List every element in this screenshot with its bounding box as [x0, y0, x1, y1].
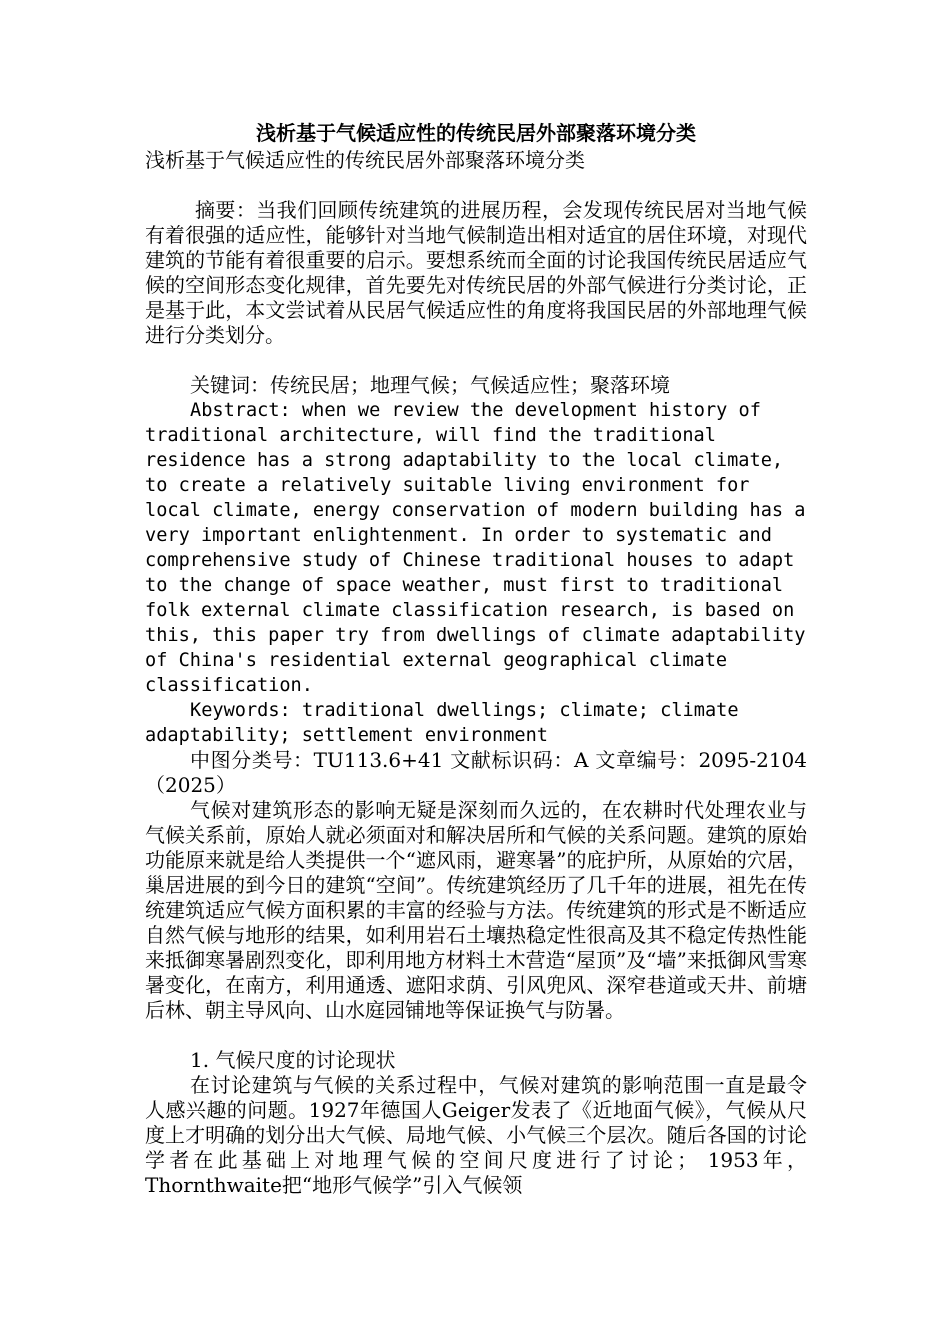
section-heading: 1. 气候尺度的讨论现状: [190, 1048, 396, 1072]
intro-paragraph: 气候对建筑形态的影响无疑是深刻而久远的，在农耕时代处理农业与气候关系前，原始人就必须面对和解决居所和气候的关系问题。建筑的原始功能原来就是给人类提供一个“遮风雨，避寒暑”的庇护所，从原始的穴居，巢居进展的到今日的建筑“空间”。传统建筑经历了几千年的进展，祖先在传统建筑适应气候方面积累的丰富的经验与方法。传统建筑的形式是不断适应自然气候与地形的结果，如利用岩石土壤热稳定性很高及其不稳定传热性能来抵御寒暑剧烈变化，即利用地方材料土木营造“屋顶”及“墙”来抵御风雪寒暑变化，在南方，利用通透、遮阳求荫、引风兜风、深窄巷道或天井、前塘后林、朝主导风向、山水庭园铺地等保证换气与防暑。: [145, 798, 807, 1022]
keywords-english: Keywords: traditional dwellings; climate; climate adaptability; settlement environment: [145, 700, 739, 746]
spacer: [145, 1023, 807, 1048]
spacer: [145, 348, 807, 373]
section-paragraph: 在讨论建筑与气候的关系过程中，气候对建筑的影响范围一直是最令人感兴趣的问题。1927年德国人Geiger发表了《近地面气候》，气候从尺度上才明确的划分出大气候、局地气候、小气候三个层次。随后各国的讨论学者在此基础上对地理气候的空间尺度进行了讨论； 1953年，Thornthwaite把“地形气候学”引入气候领: [145, 1073, 807, 1197]
classification-info: 中图分类号：TU113.6+41 文献标识码：A 文章编号：2095-2104（2025）: [145, 748, 807, 797]
document-page: [145, 118, 807, 1198]
document-subtitle: 浅析基于气候适应性的传统民居外部聚落环境分类: [145, 148, 585, 172]
abstract-english: Abstract: when we review the development history of traditional architecture, will find the traditional residence has a strong adaptability to the local climate, to create a relatively suitable living environment for local climate, energy conservation of modern building has a very important enlightenment. In order to systematic and comprehensive study of Chinese traditional houses to adapt to the change of space weather, must first to traditional folk external climate classification research, is based on this, this paper try from dwellings of climate adaptability of China's residential external geographical climate classification.: [145, 400, 806, 696]
document-title: 浅析基于气候适应性的传统民居外部聚落环境分类: [256, 121, 696, 145]
abstract-chinese: 摘要：当我们回顾传统建筑的进展历程，会发现传统民居对当地气候有着很强的适应性，能够针对当地气候制造出相对适宜的居住环境，对现代建筑的节能有着很重要的启示。要想系统而全面的讨论我国传统民居适应气候的空间形态变化规律，首先要先对传统民居的外部气候进行分类讨论，正是基于此，本文尝试着从民居气候适应性的角度将我国民居的外部地理气候进行分类划分。: [145, 198, 807, 347]
keywords-chinese: 关键词：传统民居；地理气候；气候适应性；聚落环境: [190, 373, 670, 397]
